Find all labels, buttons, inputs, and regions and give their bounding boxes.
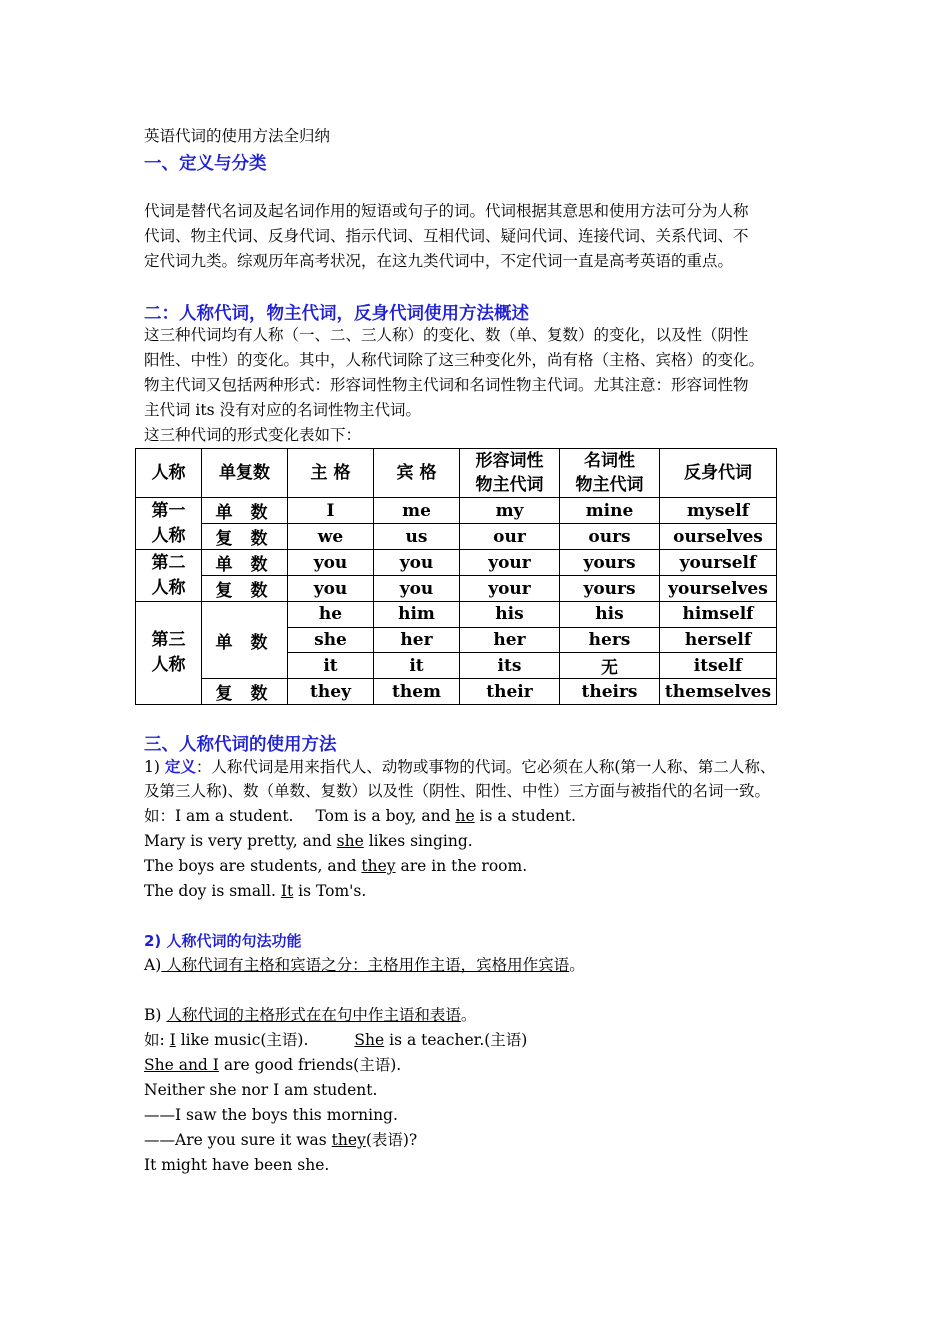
header-adjective-possessive: 形容词性 物主代词 xyxy=(460,449,560,498)
table-cell: them xyxy=(374,679,460,705)
table-cell: her xyxy=(460,627,560,653)
table-cell: yours xyxy=(560,550,660,576)
document-title: 英语代词的使用方法全归纳 xyxy=(144,127,331,145)
table-cell: myself xyxy=(660,498,777,524)
table-header-row xyxy=(136,449,777,498)
table-cell: his xyxy=(560,602,660,628)
point-b-example-1: 如: I like music(主语). She is a teacher.(主语) xyxy=(144,1031,528,1049)
definition-line-2: 及第三人称)、数（单数、复数）以及性（阴性、阳性、中性）三方面与被指代的名词一致。 xyxy=(144,782,771,800)
table-cell: yourself xyxy=(660,550,777,576)
section-1-heading: 一、定义与分类 xyxy=(144,154,267,174)
section-2-line-4: 主代词 its 没有对应的名词性物主代词。 xyxy=(144,401,421,419)
table-cell: ours xyxy=(560,524,660,550)
table-cell: ourselves xyxy=(660,524,777,550)
table-cell: its xyxy=(460,653,560,679)
table-cell: itself xyxy=(660,653,777,679)
point-b-example-2: She and I are good friends(主语). xyxy=(144,1056,402,1074)
table-cell: herself xyxy=(660,627,777,653)
section-3-heading: 三、人称代词的使用方法 xyxy=(144,735,337,755)
table-cell: me xyxy=(374,498,460,524)
table-cell: yourselves xyxy=(660,576,777,602)
row-label-first-person: 第一 人称 xyxy=(136,498,202,550)
table-cell: you xyxy=(374,550,460,576)
table-row xyxy=(136,576,777,602)
table-cell: us xyxy=(374,524,460,550)
header-noun-possessive: 名词性 物主代词 xyxy=(560,449,660,498)
table-caption: 这三种代词的形式变化表如下： xyxy=(144,426,362,444)
definition-line-1: 1) 定义：人称代词是用来指代人、动物或事物的代词。它必须在人称(第一人称、第二人称、 xyxy=(144,757,776,776)
table-cell: we xyxy=(288,524,374,550)
point-b: B) 人称代词的主格形式在在句中作主语和表语。 xyxy=(144,1006,477,1024)
table-cell: it xyxy=(288,653,374,679)
number-label: 单 数 xyxy=(202,550,288,576)
definition-label: 定义 xyxy=(164,757,196,776)
number-label: 复 数 xyxy=(202,679,288,705)
section-2-heading: 二：人称代词，物主代词，反身代词使用方法概述 xyxy=(144,304,529,324)
table-cell: he xyxy=(288,602,374,628)
table-row xyxy=(136,524,777,550)
table-cell: her xyxy=(374,627,460,653)
header-subject-case: 主 格 xyxy=(288,449,374,498)
pronoun-forms-table xyxy=(135,448,777,705)
section-2-line-1: 这三种代词均有人称（一、二、三人称）的变化、数（单、复数）的变化，以及性（阴性 xyxy=(144,326,749,344)
number-label: 单 数 xyxy=(202,602,288,679)
table-cell: 无 xyxy=(560,653,660,679)
point-b-example-6: It might have been she. xyxy=(144,1156,330,1174)
table-cell: themselves xyxy=(660,679,777,705)
table-row xyxy=(136,550,777,576)
section-1-line-1: 代词是替代名词及起名词作用的短语或句子的词。代词根据其意思和使用方法可分为人称 xyxy=(144,202,749,220)
table-cell: his xyxy=(460,602,560,628)
table-cell: him xyxy=(374,602,460,628)
table-cell: yours xyxy=(560,576,660,602)
table-cell: theirs xyxy=(560,679,660,705)
number-label: 单 数 xyxy=(202,498,288,524)
example-line-4: The doy is small. It is Tom's. xyxy=(144,882,367,900)
section-2-line-3: 物主代词又包括两种形式：形容词性物主代词和名词性物主代词。尤其注意：形容词性物 xyxy=(144,376,749,394)
table-cell: their xyxy=(460,679,560,705)
point-b-example-5: ——Are you sure it was they(表语)? xyxy=(144,1131,418,1149)
section-1-line-3: 定代词九类。综观历年高考状况，在这九类代词中，不定代词一直是高考英语的重点。 xyxy=(144,252,734,270)
number-label: 复 数 xyxy=(202,524,288,550)
table-cell: hers xyxy=(560,627,660,653)
point-a: A) 人称代词有主格和宾语之分：主格用作主语，宾格用作宾语。 xyxy=(144,956,585,974)
table-cell: himself xyxy=(660,602,777,628)
table-cell: mine xyxy=(560,498,660,524)
subsection-2-heading: 2) 人称代词的句法功能 xyxy=(144,932,302,950)
point-b-example-3: Neither she nor I am student. xyxy=(144,1081,378,1099)
header-object-case: 宾 格 xyxy=(374,449,460,498)
table-cell: you xyxy=(374,576,460,602)
section-1-line-2: 代词、物主代词、反身代词、指示代词、互相代词、疑问代词、连接代词、关系代词、不 xyxy=(144,227,749,245)
example-line-2: Mary is very pretty, and she likes singing. xyxy=(144,832,473,850)
table-cell: I xyxy=(288,498,374,524)
table-cell: it xyxy=(374,653,460,679)
table-cell: you xyxy=(288,576,374,602)
number-label: 复 数 xyxy=(202,576,288,602)
table-cell: they xyxy=(288,679,374,705)
section-2-line-2: 阳性、中性）的变化。其中，人称代词除了这三种变化外，尚有格（主格、宾格）的变化。 xyxy=(144,351,765,369)
example-line-3: The boys are students, and they are in the room. xyxy=(144,857,528,875)
table-row xyxy=(136,498,777,524)
header-number: 单复数 xyxy=(202,449,288,498)
table-cell: you xyxy=(288,550,374,576)
table-cell: she xyxy=(288,627,374,653)
table-cell: my xyxy=(460,498,560,524)
row-label-second-person: 第二 人称 xyxy=(136,550,202,602)
point-b-example-4: ——I saw the boys this morning. xyxy=(144,1106,398,1124)
table-cell: your xyxy=(460,576,560,602)
example-line-1: 如：I am a student. Tom is a boy, and he is a student. xyxy=(144,807,576,825)
header-person: 人称 xyxy=(136,449,202,498)
header-reflexive: 反身代词 xyxy=(660,449,777,498)
table-cell: our xyxy=(460,524,560,550)
table-cell: your xyxy=(460,550,560,576)
table-row xyxy=(136,602,777,628)
row-label-third-person: 第三 人称 xyxy=(136,602,202,705)
table-row xyxy=(136,679,777,705)
